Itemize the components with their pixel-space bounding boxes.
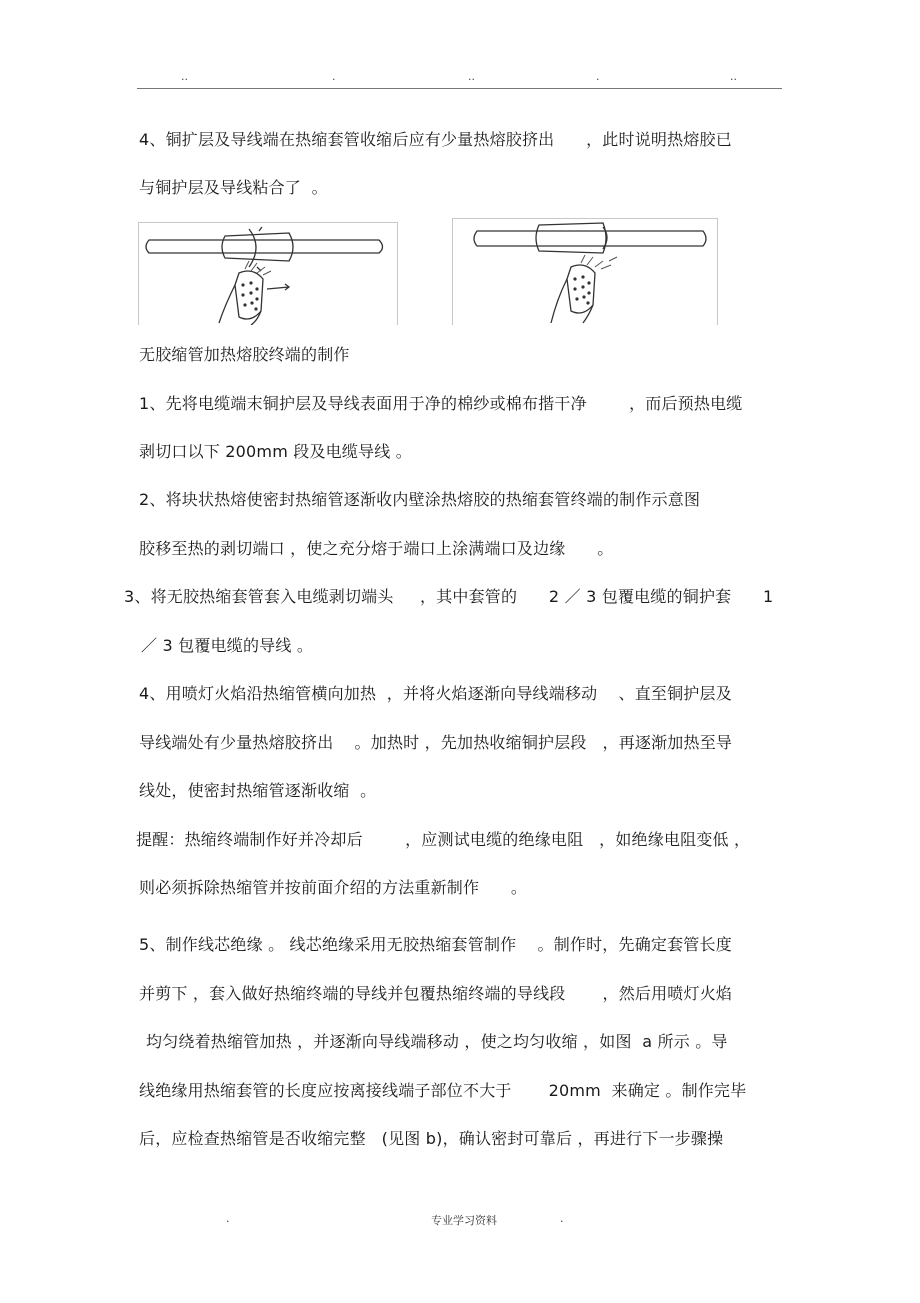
footer-dot: . bbox=[560, 1212, 564, 1225]
header-dot: .. bbox=[730, 70, 737, 83]
text-line: 均匀绕着热缩管加热 ，并逐渐向导线端移动 ，使之均匀收缩 ，如图 a 所示 。导 bbox=[146, 1032, 728, 1051]
text-line: 3、将无胶热缩套管套入电缆剥切端头 ，其中套管的 2 ／ 3 包覆电缆的铜护套 1 bbox=[124, 587, 774, 606]
text-line: 导线端处有少量热熔胶挤出 。加热时 ，先加热收缩铜护层段 ，再逐渐加热至导 bbox=[139, 733, 733, 752]
text-line: 2、将块状热熔使密封热缩管逐渐收内壁涂热熔胶的热缩套管终端的制作示意图 bbox=[139, 490, 701, 509]
text-line: 胶移至热的剥切端口 ，使之充分熔于端口上涂满端口及边缘 。 bbox=[139, 539, 614, 558]
section-heading: 无胶缩管加热熔胶终端的制作 bbox=[139, 345, 350, 364]
header-dot: .. bbox=[181, 70, 188, 83]
text-line: 线绝缘用热缩套管的长度应按离接线端子部位不大于 20mm 来确定 。制作完毕 bbox=[139, 1081, 747, 1100]
text-line: 1、先将电缆端末铜护层及导线表面用于净的棉纱或棉布揩干净 ，而后预热电缆 bbox=[139, 394, 743, 413]
header-dot: .. bbox=[468, 70, 475, 83]
text-line: 则必须拆除热缩管并按前面介绍的方法重新制作 。 bbox=[139, 878, 528, 897]
figure-a bbox=[138, 222, 398, 325]
header-dot: . bbox=[596, 70, 600, 83]
text-line: 5、制作线芯绝缘 。 线芯绝缘采用无胶热缩套管制作 。制作时，先确定套管长度 bbox=[139, 935, 732, 954]
footer-text: 专业学习资料 bbox=[431, 1214, 497, 1227]
figure-b bbox=[452, 218, 718, 325]
header-dot: . bbox=[332, 70, 336, 83]
header-rule bbox=[137, 88, 782, 89]
heat-shrink-illustration-b bbox=[453, 219, 717, 325]
text-line: 剥切口以下 200mm 段及电缆导线 。 bbox=[139, 442, 412, 461]
text-line: 4、铜扩层及导线端在热缩套管收缩后应有少量热熔胶挤出 ，此时说明热熔胶已 bbox=[139, 130, 732, 149]
text-line: 与铜护层及导线粘合了 。 bbox=[139, 178, 328, 197]
text-line: 后，应检查热缩管是否收缩完整 (见图 b)，确认密封可靠后 ，再进行下一步骤操 bbox=[139, 1129, 724, 1148]
text-line: ／ 3 包覆电缆的导线 。 bbox=[141, 636, 314, 655]
text-line: 并剪下 ，套入做好热缩终端的导线并包覆热缩终端的导线段 ，然后用喷灯火焰 bbox=[139, 984, 733, 1003]
footer-dot: . bbox=[226, 1212, 230, 1225]
text-line: 线处，使密封热缩管逐渐收缩 。 bbox=[139, 781, 377, 800]
text-line: 提醒：热缩终端制作好并冷却后 ，应测试电缆的绝缘电阻 ，如绝缘电阻变低 ， bbox=[136, 830, 751, 849]
text-line: 4、用喷灯火焰沿热缩管横向加热 ，并将火焰逐渐向导线端移动 、直至铜护层及 bbox=[139, 684, 732, 703]
heat-shrink-illustration-a bbox=[139, 223, 397, 325]
